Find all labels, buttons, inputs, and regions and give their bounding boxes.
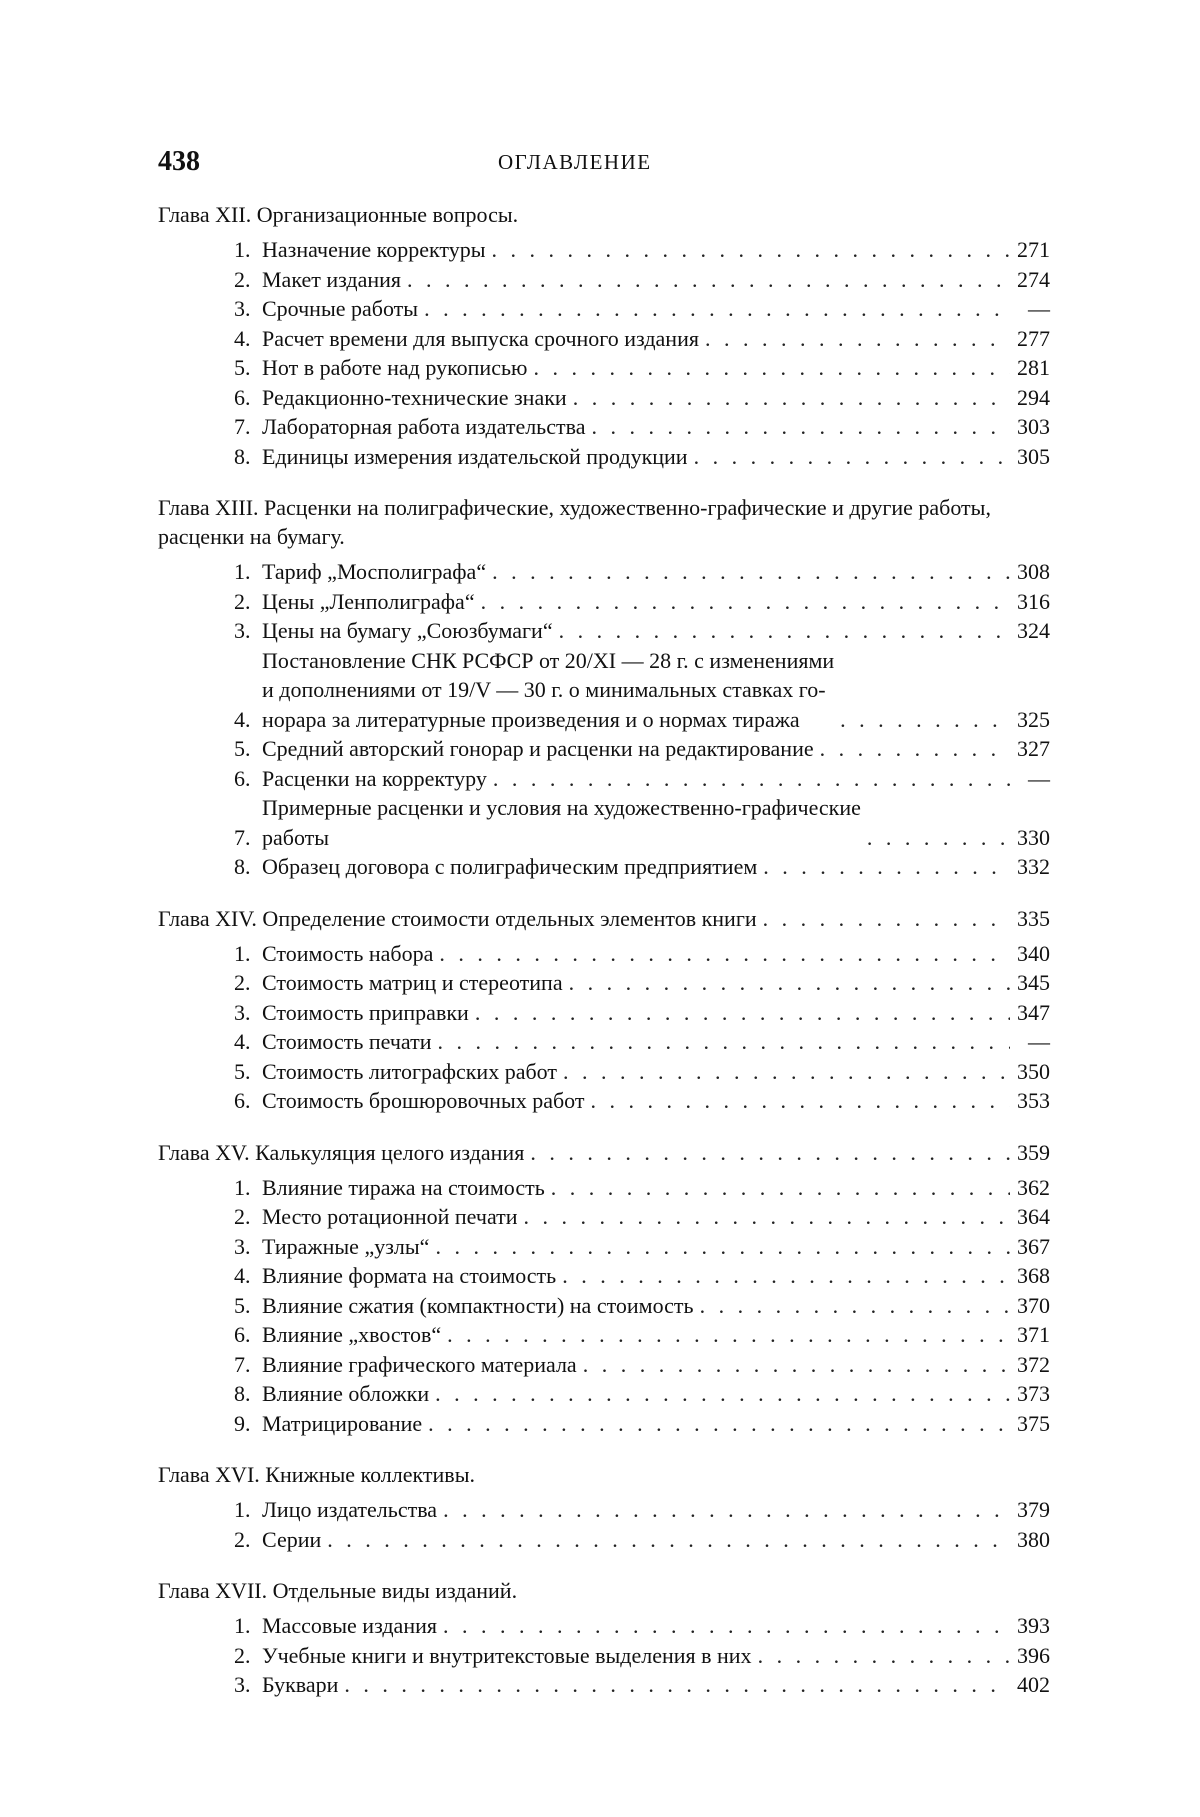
entry-number: 8. — [234, 1381, 251, 1406]
toc-entry — [158, 1495, 1050, 1525]
entry-number: 4. — [234, 1029, 251, 1054]
entry-label — [262, 793, 861, 852]
entry-page-number: 350 — [1017, 1058, 1050, 1084]
dot-leader — [763, 852, 1010, 882]
entry-page-number: 316 — [1017, 588, 1050, 614]
entry-label: Макет издания — [262, 266, 402, 292]
dot-leader — [438, 1027, 1010, 1057]
entry-page-number: 368 — [1017, 1263, 1050, 1288]
entry-number: 6. — [234, 1322, 251, 1347]
entry-label: Расчет времени для выпуска срочного издания — [262, 325, 699, 351]
dot-leader — [424, 294, 1010, 324]
dot-leader — [867, 823, 1010, 853]
entry-label: Срочные работы — [262, 296, 419, 321]
entry-label: Стоимость литографских работ — [262, 1058, 557, 1084]
entry-label: Стоимость набора — [262, 940, 434, 966]
dot-leader — [840, 705, 1010, 735]
dot-leader — [524, 1202, 1010, 1232]
toc-entry — [158, 442, 1050, 472]
entry-label — [262, 646, 834, 735]
dot-leader — [344, 1670, 1010, 1700]
entry-page-number: — — [1028, 765, 1050, 791]
entry-label: Влияние „хвостов“ — [262, 1322, 442, 1347]
dot-leader — [700, 1291, 1010, 1321]
entry-label: Стоимость матриц и стереотипа — [262, 970, 563, 995]
dot-leader — [763, 904, 1010, 933]
toc-entry — [158, 1202, 1050, 1232]
dot-leader — [493, 764, 1010, 794]
toc-entry — [158, 587, 1050, 617]
entry-page-number: 340 — [1017, 940, 1050, 966]
entry-number: 4. — [234, 325, 251, 351]
entry-number: 3. — [234, 1672, 251, 1697]
entry-number: 4. — [234, 1263, 251, 1288]
toc-entry — [158, 1291, 1050, 1321]
entry-number: 1. — [234, 1497, 251, 1522]
chapter-title-text: Глава XIV. Определение стоимости отдельных элементов книги — [158, 905, 757, 931]
entry-number: 1. — [234, 559, 251, 584]
entry-number: 5. — [234, 736, 251, 761]
chapter-page-number: 335 — [1017, 905, 1050, 931]
entry-page-number: 367 — [1017, 1233, 1050, 1259]
entry-page-number: 271 — [1017, 237, 1050, 262]
entry-page-number: 332 — [1017, 854, 1050, 879]
toc-entry — [158, 1027, 1050, 1057]
toc-entry — [158, 1641, 1050, 1671]
chapter-title — [158, 1138, 1050, 1167]
entry-label: Тариф „Мосполиграфа“ — [262, 559, 487, 584]
entry-page-number: 375 — [1017, 1410, 1050, 1436]
entry-page-number: 345 — [1017, 970, 1050, 995]
entry-label: Стоимость приправки — [262, 999, 469, 1025]
dot-leader — [583, 1350, 1010, 1380]
entry-number: 8. — [234, 854, 251, 879]
entry-number: 3. — [234, 618, 251, 643]
dot-leader — [439, 939, 1010, 969]
entry-page-number: 380 — [1017, 1526, 1050, 1552]
toc-entry — [158, 764, 1050, 794]
entry-page-number: 362 — [1017, 1174, 1050, 1200]
dot-leader — [705, 324, 1010, 354]
entry-page-number: 308 — [1017, 559, 1050, 584]
entry-page-number: 294 — [1017, 384, 1050, 410]
entry-label: Серии — [262, 1526, 322, 1552]
entry-page-number: 274 — [1017, 266, 1050, 292]
entry-page-number: 330 — [1017, 824, 1050, 850]
toc-entry — [158, 793, 1050, 852]
toc-entry — [158, 939, 1050, 969]
entry-label: Стоимость брошюровочных работ — [262, 1088, 585, 1113]
entry-number: 2. — [234, 1642, 251, 1668]
entry-page-number: 402 — [1017, 1672, 1050, 1697]
toc-entry — [158, 294, 1050, 324]
chapter — [158, 1138, 1050, 1439]
toc-entry — [158, 1350, 1050, 1380]
dot-leader — [563, 1057, 1010, 1087]
entry-label-line: Постановление СНК РСФСР от 20/XI — 28 г. с изменениями — [262, 647, 835, 673]
entry-page-number: 393 — [1017, 1613, 1050, 1638]
entry-page-number: 327 — [1017, 736, 1050, 761]
table-of-contents — [158, 200, 1050, 1722]
toc-entry — [158, 412, 1050, 442]
toc-entry — [158, 1261, 1050, 1291]
entry-number: 7. — [234, 1351, 251, 1377]
dot-leader — [820, 734, 1010, 764]
entry-number: 5. — [234, 355, 251, 380]
dot-leader — [491, 235, 1010, 265]
dot-leader — [443, 1495, 1010, 1525]
dot-leader — [492, 557, 1010, 587]
entry-label: Нот в работе над рукописью — [262, 355, 528, 380]
toc-entry — [158, 353, 1050, 383]
entry-label-line: норара за литературные произведения и о нормах тиража — [262, 706, 800, 732]
chapter-title: Глава XVI. Книжные коллективы. — [158, 1462, 475, 1487]
toc-entry — [158, 383, 1050, 413]
toc-entry — [158, 1525, 1050, 1555]
entry-label: Лицо издательства — [262, 1497, 438, 1522]
entry-label: Влияние обложки — [262, 1381, 430, 1406]
entry-number: 2. — [234, 266, 251, 292]
entry-page-number: 353 — [1017, 1088, 1050, 1113]
entry-label: Редакционно-технические знаки — [262, 384, 567, 410]
entry-label: Влияние формата на стоимость — [262, 1263, 557, 1288]
dot-leader — [447, 1320, 1010, 1350]
toc-entry — [158, 852, 1050, 882]
entry-number: 3. — [234, 999, 251, 1025]
entry-page-number: — — [1028, 296, 1050, 321]
toc-entry — [158, 324, 1050, 354]
entry-page-number: 379 — [1017, 1497, 1050, 1522]
entry-label: Образец договора с полиграфическим предприятием — [262, 854, 758, 879]
entry-label: Цены „Ленполиграфа“ — [262, 588, 475, 614]
entry-number: 2. — [234, 1204, 251, 1229]
chapter-title: Глава XIII. Расценки на полиграфические, художественно-графические и другие работы, расценки на бумагу. — [158, 495, 991, 549]
dot-leader — [591, 412, 1010, 442]
entry-label: Учебные книги и внутритекстовые выделения в них — [262, 1642, 752, 1668]
chapter-title — [158, 904, 1050, 933]
entry-label: Место ротационной печати — [262, 1204, 518, 1229]
chapter — [158, 493, 1050, 882]
entry-page-number: 372 — [1017, 1351, 1050, 1377]
entry-number: 5. — [234, 1058, 251, 1084]
entry-number: 1. — [234, 237, 251, 262]
dot-leader — [758, 1641, 1010, 1671]
toc-entry — [158, 1086, 1050, 1116]
entry-number: 7. — [234, 824, 251, 850]
chapter — [158, 1576, 1050, 1700]
running-title: ОГЛАВЛЕНИЕ — [498, 150, 652, 174]
dot-leader — [530, 1138, 1010, 1167]
entry-number: 1. — [234, 1613, 251, 1638]
dot-leader — [435, 1232, 1010, 1262]
toc-entry — [158, 1057, 1050, 1087]
page-number: 438 — [158, 146, 200, 177]
entry-label: Массовые издания — [262, 1613, 437, 1638]
toc-entry — [158, 998, 1050, 1028]
entry-number: 7. — [234, 414, 251, 439]
dot-leader — [475, 998, 1010, 1028]
entry-page-number: 371 — [1017, 1322, 1050, 1347]
chapter — [158, 904, 1050, 1116]
chapter-page-number: 359 — [1017, 1139, 1050, 1165]
toc-entry — [158, 616, 1050, 646]
entry-label-line: работы — [262, 824, 330, 850]
entry-number: 2. — [234, 1526, 251, 1552]
entry-label: Тиражные „узлы“ — [262, 1233, 430, 1259]
dot-leader — [562, 1261, 1010, 1291]
toc-entry — [158, 1670, 1050, 1700]
entry-page-number: 373 — [1017, 1381, 1050, 1406]
entry-number: 1. — [234, 1174, 251, 1200]
entry-number: 1. — [234, 940, 251, 966]
entry-label-line: и дополнениями от 19/V — 30 г. о минимальных ставках го- — [262, 677, 826, 702]
entry-number: 4. — [234, 706, 251, 732]
dot-leader — [443, 1611, 1010, 1641]
entry-number: 8. — [234, 443, 251, 469]
entry-page-number: 396 — [1017, 1642, 1050, 1668]
toc-entry — [158, 1320, 1050, 1350]
entry-number: 2. — [234, 588, 251, 614]
toc-entry — [158, 1611, 1050, 1641]
entry-label: Буквари — [262, 1672, 339, 1697]
chapter-title: Глава XII. Организационные вопросы. — [158, 202, 519, 227]
entry-number: 2. — [234, 970, 251, 995]
entry-number: 3. — [234, 1233, 251, 1259]
entry-label: Влияние сжатия (компактности) на стоимость — [262, 1292, 694, 1318]
toc-entry — [158, 968, 1050, 998]
chapter — [158, 200, 1050, 471]
dot-leader — [551, 1173, 1010, 1203]
toc-entry — [158, 646, 1050, 735]
toc-entry — [158, 265, 1050, 295]
entry-page-number: 370 — [1017, 1292, 1050, 1318]
dot-leader — [407, 265, 1010, 295]
entry-label: Влияние тиража на стоимость — [262, 1174, 545, 1200]
entry-label-line: Примерные расценки и условия на художественно-графические — [262, 795, 861, 820]
chapter-title: Глава XVII. Отдельные виды изданий. — [158, 1578, 518, 1603]
toc-entry — [158, 734, 1050, 764]
entry-label: Матрицирование — [262, 1410, 423, 1436]
dot-leader — [481, 587, 1010, 617]
toc-entry — [158, 1409, 1050, 1439]
chapter-title-text: Глава XV. Калькуляция целого издания — [158, 1139, 525, 1165]
dot-leader — [435, 1379, 1010, 1409]
toc-entry — [158, 235, 1050, 265]
entry-number: 9. — [234, 1410, 251, 1436]
entry-page-number: 281 — [1017, 355, 1050, 380]
entry-label: Единицы измерения издательской продукции — [262, 443, 688, 469]
entry-label: Средний авторский гонорар и расценки на редактирование — [262, 736, 814, 761]
entry-page-number: 325 — [1017, 706, 1050, 732]
toc-entry — [158, 557, 1050, 587]
dot-leader — [591, 1086, 1010, 1116]
running-head — [158, 146, 1050, 180]
dot-leader — [573, 383, 1010, 413]
dot-leader — [569, 968, 1010, 998]
dot-leader — [694, 442, 1010, 472]
entry-page-number: 303 — [1017, 414, 1050, 439]
entry-label: Стоимость печати — [262, 1029, 432, 1054]
dot-leader — [559, 616, 1010, 646]
entry-number: 3. — [234, 296, 251, 321]
entry-label: Цены на бумагу „Союзбумаги“ — [262, 618, 553, 643]
entry-page-number: 305 — [1017, 443, 1050, 469]
dot-leader — [533, 353, 1010, 383]
entry-number: 5. — [234, 1292, 251, 1318]
entry-label: Лабораторная работа издательства — [262, 414, 586, 439]
toc-entry — [158, 1173, 1050, 1203]
entry-label: Назначение корректуры — [262, 237, 486, 262]
toc-entry — [158, 1379, 1050, 1409]
entry-label: Влияние графического материала — [262, 1351, 577, 1377]
chapter — [158, 1460, 1050, 1554]
entry-number: 6. — [234, 1088, 251, 1113]
entry-page-number: 347 — [1017, 999, 1050, 1025]
entry-label: Расценки на корректуру — [262, 765, 487, 791]
entry-page-number: 364 — [1017, 1204, 1050, 1229]
entry-page-number: 277 — [1017, 325, 1050, 351]
entry-number: 6. — [234, 765, 251, 791]
entry-page-number: — — [1028, 1029, 1050, 1054]
dot-leader — [428, 1409, 1010, 1439]
entry-page-number: 324 — [1017, 618, 1050, 643]
dot-leader — [327, 1525, 1010, 1555]
entry-number: 6. — [234, 384, 251, 410]
toc-entry — [158, 1232, 1050, 1262]
